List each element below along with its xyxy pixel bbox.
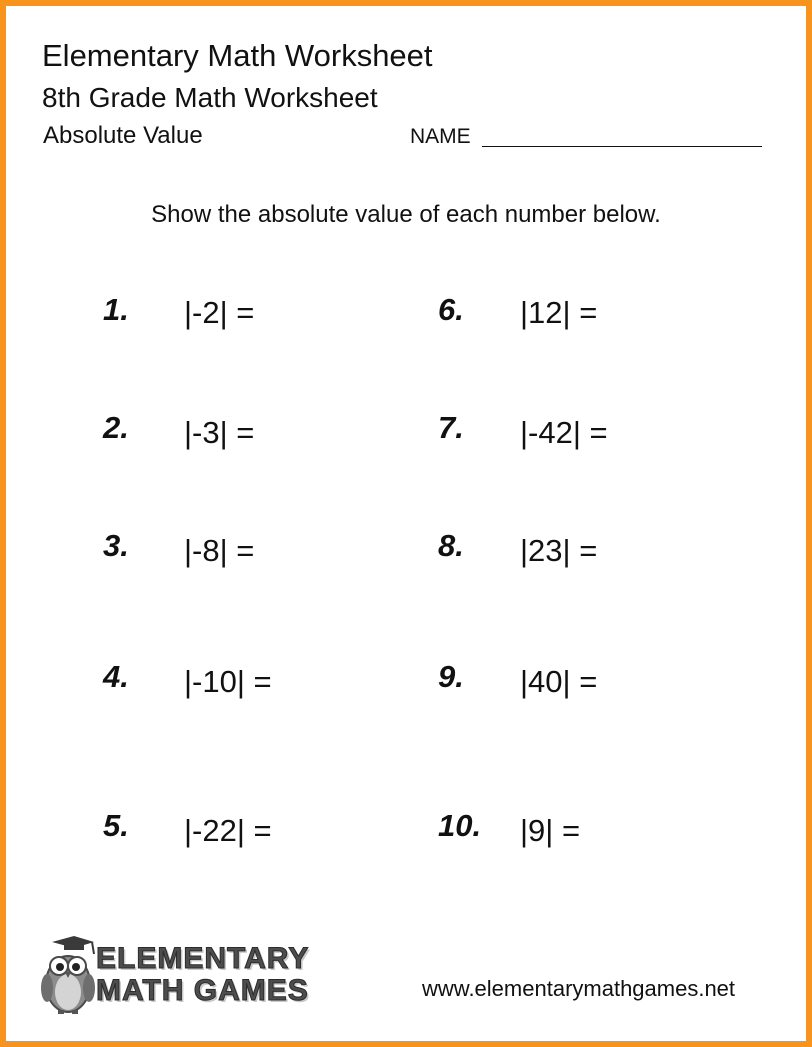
logo-text-line1: ELEMENTARY [96,942,310,975]
problem-number: 5. [103,808,129,843]
problem-expression: |-10| = [184,664,272,699]
problem-number: 10. [438,808,482,843]
problem-number: 3. [103,528,129,563]
worksheet-topic: Absolute Value [43,122,203,149]
name-label: NAME [410,125,471,148]
problem-expression: |-2| = [184,295,255,330]
problem-expression: |23| = [520,533,598,568]
problem-expression: |-3| = [184,415,255,450]
problem-expression: |-8| = [184,533,255,568]
elementary-math-games-logo [34,934,310,1016]
owl-icon [34,934,98,1016]
problem-number: 1. [103,292,129,327]
logo-text-line2: MATH GAMES [96,974,309,1007]
problem-expression: |-42| = [520,415,608,450]
problem-expression: |40| = [520,664,598,699]
problem-number: 9. [438,659,464,694]
worksheet-title: Elementary Math Worksheet [42,38,433,73]
problem-number: 2. [103,410,129,445]
instructions: Show the absolute value of each number below. [151,201,661,228]
problem-number: 7. [438,410,464,445]
website-url[interactable]: www.elementarymathgames.net [422,976,736,1001]
worksheet-subtitle: 8th Grade Math Worksheet [42,82,378,113]
problem-number: 6. [438,292,464,327]
problem-number: 4. [103,659,129,694]
problem-expression: |9| = [520,813,581,848]
name-answer-line[interactable] [482,146,762,147]
problem-expression: |12| = [520,295,598,330]
problem-expression: |-22| = [184,813,272,848]
problem-number: 8. [438,528,464,563]
